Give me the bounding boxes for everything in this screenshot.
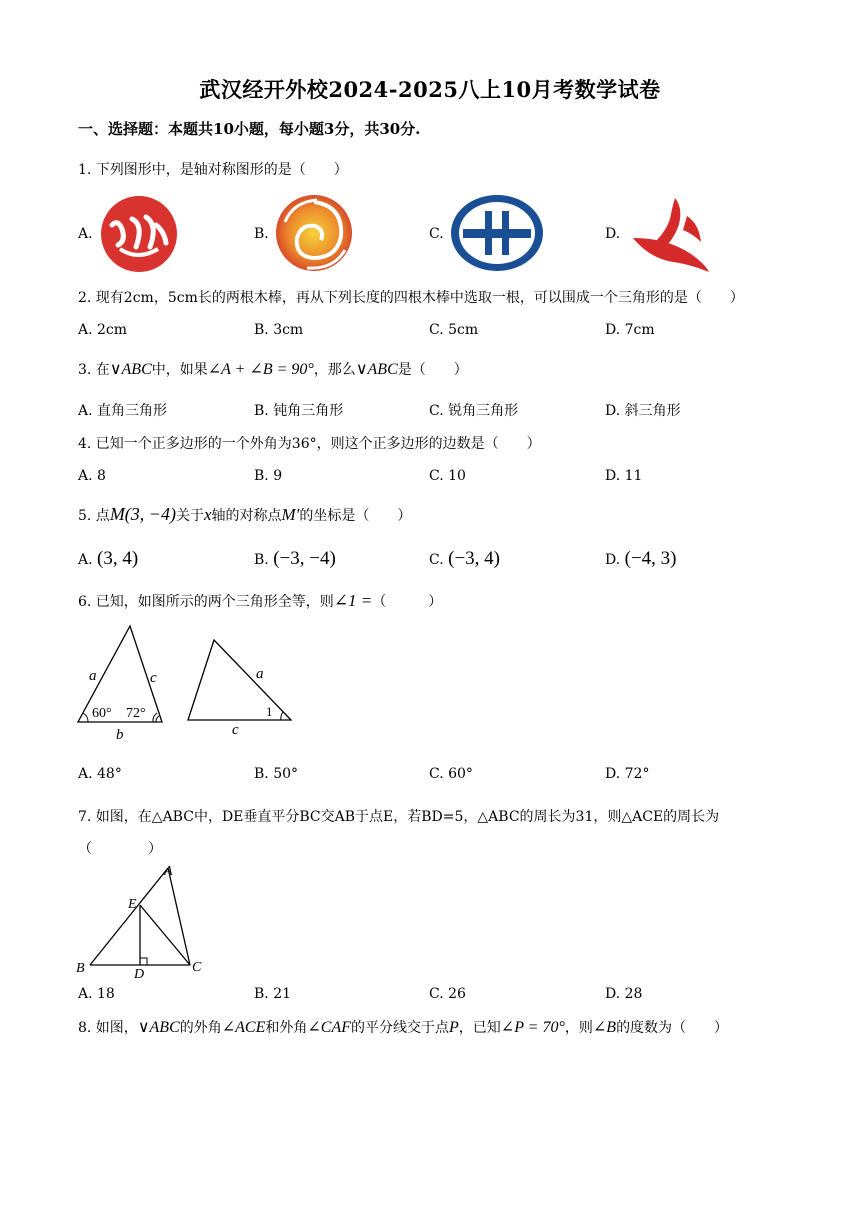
q6-angle-60: 60°: [92, 706, 112, 721]
q2-option-c: C. 5cm: [429, 322, 479, 338]
q5-text-4: 的坐标是（ ）: [299, 508, 412, 524]
q3-text-2: 中，如果: [151, 362, 208, 378]
q8-text-2: 的外角: [179, 1020, 222, 1036]
q7-triangle-figure: [72, 858, 212, 980]
q1-option-a-label: A.: [78, 226, 93, 242]
q6-option-d: D. 72°: [605, 766, 650, 782]
q5-option-d-label: D.: [605, 552, 621, 568]
q8-point-p: P: [449, 1019, 459, 1036]
q6-angle-1: 1: [266, 704, 273, 719]
q6-text-1: 6. 已知，如图所示的两个三角形全等，则: [78, 594, 334, 610]
q5-option-a: [78, 548, 138, 570]
q1-option-c-label: C.: [429, 226, 444, 242]
q5-option-b-value: (−3, −4): [273, 548, 336, 569]
exam-title: 武汉经开外校2024-2025八上10月考数学试卷: [199, 77, 661, 102]
q5-option-a-value: (3, 4): [97, 548, 139, 569]
q5-text-2: 关于: [175, 508, 204, 524]
q6-text-2: （ ）: [372, 594, 443, 610]
q3-option-d: D. 斜三角形: [605, 403, 681, 419]
q7-label-b: B: [76, 961, 85, 976]
q3-option-b: B. 钝角三角形: [254, 403, 344, 419]
q4-option-b: B. 9: [254, 468, 283, 484]
q8-angle-caf: ∠CAF: [307, 1019, 351, 1036]
q8-text-1: 8. 如图，: [78, 1020, 138, 1036]
q5-option-c-label: C.: [429, 552, 444, 568]
q5-text-1: 5. 点: [78, 508, 110, 524]
q7-option-d: D. 28: [605, 986, 643, 1002]
question-5-stem: [78, 504, 411, 525]
question-6-stem: [78, 591, 442, 611]
q5-option-b: [254, 548, 336, 570]
question-7-stem: 7. 如图，在△ABC中，DE垂直平分BC交AB于点E，若BD=5，△ABC的周长为31，则△ACE的周长为: [78, 809, 720, 825]
section-heading: 一、选择题：本题共10小题，每小题3分，共30分.: [78, 120, 421, 138]
q5-option-a-label: A.: [78, 552, 93, 568]
q3-option-c: C. 锐角三角形: [429, 403, 519, 419]
q6-option-b: B. 50°: [254, 766, 299, 782]
q6-label-c2: c: [232, 722, 239, 738]
q2-option-b: B. 3cm: [254, 322, 304, 338]
q5-option-b-label: B.: [254, 552, 269, 568]
q4-option-c: C. 10: [429, 468, 466, 484]
q7-label-e: E: [128, 897, 137, 912]
q7-option-a: A. 18: [78, 986, 115, 1002]
q6-option-a: A. 48°: [78, 766, 122, 782]
q1-option-a-logo-icon: [98, 195, 180, 273]
q7-label-c: C: [192, 960, 202, 975]
q8-text-3: 和外角: [265, 1020, 308, 1036]
question-8-stem: [78, 1017, 728, 1037]
question-1-stem: 1. 下列图形中，是轴对称图形的是（ ）: [78, 162, 348, 178]
q3-text-1: 3. 在: [78, 362, 110, 378]
q1-option-c-logo-icon: [449, 193, 545, 273]
q5-point-m-prime: M′: [281, 505, 300, 524]
question-7-stem-line2: （ ）: [78, 841, 162, 857]
q5-option-c-value: (−3, 4): [448, 548, 500, 569]
q4-option-d: D. 11: [605, 468, 643, 484]
q6-label-a2: a: [256, 666, 264, 682]
q3-triangle-abc-2: ∨ABC: [355, 361, 398, 378]
q8-text-7: 的度数为（ ）: [616, 1020, 729, 1036]
q8-angle-ace: ∠ACE: [221, 1019, 266, 1036]
q5-axis: x: [203, 505, 212, 524]
q6-option-c: C. 60°: [429, 766, 473, 782]
q6-angle-72: 72°: [126, 706, 146, 721]
q8-triangle-abc: ∨ABC: [137, 1019, 180, 1036]
q2-option-a: A. 2cm: [78, 322, 128, 338]
q2-option-d: D. 7cm: [605, 322, 655, 338]
q8-text-4: 的平分线交于点: [351, 1020, 449, 1036]
q1-option-b-label: B.: [254, 226, 269, 242]
q5-option-d-value: (−4, 3): [624, 548, 677, 569]
q8-text-5: ，已知: [458, 1020, 501, 1036]
q5-option-d: [605, 548, 677, 570]
q3-option-a: A. 直角三角形: [78, 403, 168, 419]
q8-angle-p-condition: ∠P = 70°: [500, 1019, 565, 1036]
question-2-stem: 2. 现有2cm，5cm长的两根木棒，再从下列长度的四根木棒中选取一根，可以围成一个三角形的是（ ）: [78, 290, 744, 306]
q4-option-a: A. 8: [78, 468, 106, 484]
q5-point-m: M(3, −4): [109, 504, 176, 524]
q3-text-3: ，那么: [313, 362, 356, 378]
q6-triangle-right: [188, 640, 291, 720]
q5-text-3: 轴的对称点: [211, 508, 282, 524]
q6-label-b: b: [116, 727, 124, 743]
q1-option-b-logo-icon: [273, 192, 355, 274]
q3-triangle-abc: ∨ABC: [109, 361, 152, 378]
q7-label-a: A: [164, 864, 173, 879]
question-3-stem: [78, 359, 468, 379]
q7-option-b: B. 21: [254, 986, 292, 1002]
q6-angle-expression: ∠1 =: [333, 591, 373, 610]
q3-text-4: 是（ ）: [397, 362, 468, 378]
q1-option-d-logo-icon: [627, 194, 713, 274]
q6-label-c: c: [150, 670, 157, 686]
question-4-stem: 4. 已知一个正多边形的一个外角为36°，则这个正多边形的边数是（ ）: [78, 436, 541, 452]
q7-option-c: C. 26: [429, 986, 466, 1002]
q6-congruent-triangles-figure: [70, 618, 300, 743]
q3-angle-expression: ∠A + ∠B = 90°: [207, 361, 314, 378]
q1-option-d-label: D.: [605, 226, 621, 242]
q7-label-d: D: [134, 967, 145, 980]
q8-text-6: ，则: [564, 1020, 593, 1036]
q6-label-a: a: [89, 668, 97, 684]
q5-option-c: [429, 548, 500, 570]
q8-angle-b: ∠B: [592, 1019, 617, 1036]
